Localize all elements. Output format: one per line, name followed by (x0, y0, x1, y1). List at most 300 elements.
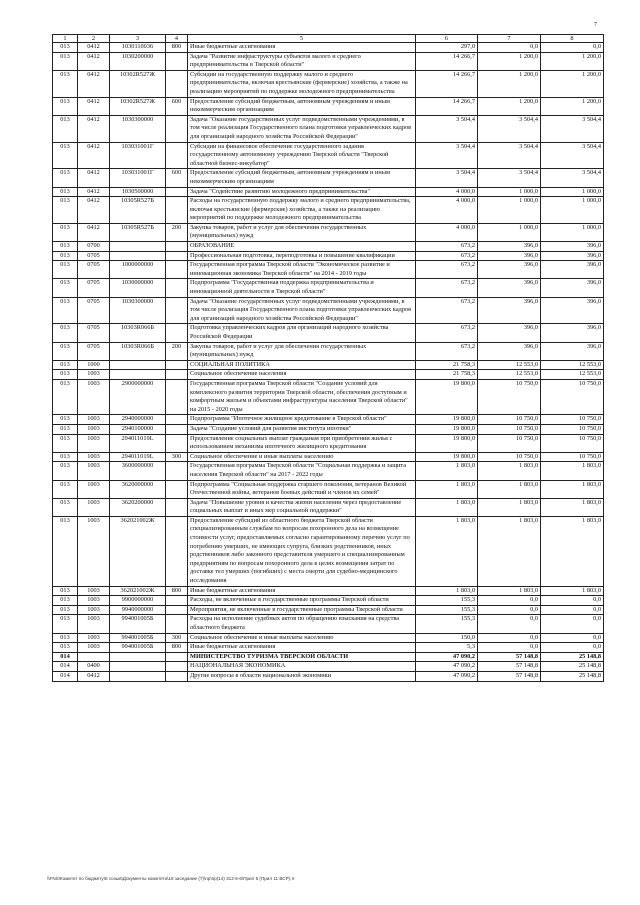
cell-name: Подготовка управленческих кадров для организаций народного хозяйства Российской Федерации (188, 324, 416, 342)
cell-amount-2: 1 000,0 (478, 197, 541, 224)
cell-expense-type (166, 462, 188, 480)
cell-name: Расходы на государственную поддержку малого и среднего предпринимательства, включая крестьянские (фермерские) хозяйства, а также на реализацию мероприятий по поддержке молодежного предпринимательства (188, 197, 416, 224)
cell-amount-1: 19 800,0 (416, 415, 478, 425)
cell-section-code: 0412 (78, 187, 110, 197)
cell-admin-code: 013 (53, 434, 78, 452)
cell-expense-type (166, 498, 188, 516)
cell-admin-code: 013 (53, 242, 78, 252)
cell-admin-code: 013 (53, 251, 78, 261)
cell-target-code (110, 662, 166, 672)
cell-admin-code: 013 (53, 498, 78, 516)
cell-expense-type (166, 251, 188, 261)
cell-expense-type (166, 187, 188, 197)
cell-name: Подпрограмма "Государственная поддержка предпринимательства и инновационной деятельности в Тверской области" (188, 279, 416, 297)
cell-admin-code: 013 (53, 360, 78, 370)
cell-section-code: 0705 (78, 324, 110, 342)
cell-target-code: 1030200000 (110, 52, 166, 70)
cell-name: Социальное обеспечение и иные выплаты населению (188, 633, 416, 643)
cell-expense-type: 200 (166, 342, 188, 360)
cell-amount-1: 1 803,0 (416, 498, 478, 516)
cell-section-code: 0400 (78, 662, 110, 672)
table-row (53, 452, 604, 462)
cell-admin-code: 013 (53, 415, 78, 425)
cell-expense-type (166, 360, 188, 370)
cell-admin-code: 013 (53, 223, 78, 241)
cell-amount-1: 673,2 (416, 297, 478, 324)
cell-amount-3: 12 553,0 (541, 370, 604, 380)
cell-section-code: 1003 (78, 596, 110, 606)
cell-amount-3: 10 750,0 (541, 379, 604, 414)
cell-admin-code: 013 (53, 279, 78, 297)
cell-amount-2: 10 750,0 (478, 415, 541, 425)
cell-section-code: 1003 (78, 452, 110, 462)
cell-amount-3: 10 750,0 (541, 424, 604, 434)
cell-amount-2: 10 750,0 (478, 424, 541, 434)
cell-target-code: 1030300000 (110, 115, 166, 142)
cell-amount-3: 396,0 (541, 242, 604, 252)
cell-expense-type: 600 (166, 97, 188, 115)
column-header: 3 (110, 35, 166, 43)
cell-amount-3: 0,0 (541, 596, 604, 606)
cell-amount-3: 396,0 (541, 279, 604, 297)
table-row (53, 516, 604, 586)
cell-amount-1: 19 800,0 (416, 379, 478, 414)
cell-section-code: 0700 (78, 242, 110, 252)
cell-amount-1: 4 000,0 (416, 223, 478, 241)
cell-expense-type (166, 324, 188, 342)
cell-admin-code: 013 (53, 342, 78, 360)
table-row (53, 652, 604, 662)
cell-admin-code: 013 (53, 586, 78, 596)
table-row (53, 480, 604, 498)
cell-section-code: 1003 (78, 370, 110, 380)
cell-amount-1: 673,2 (416, 279, 478, 297)
table-row (53, 169, 604, 187)
cell-target-code: 10303R066Б (110, 342, 166, 360)
cell-name: Иные бюджетные ассигнования (188, 643, 416, 653)
cell-amount-3: 3 504,4 (541, 115, 604, 142)
cell-amount-3: 0,0 (541, 605, 604, 615)
cell-section-code: 0412 (78, 52, 110, 70)
cell-amount-2: 1 803,0 (478, 480, 541, 498)
table-row (53, 197, 604, 224)
table-row (53, 142, 604, 169)
cell-expense-type (166, 379, 188, 414)
cell-target-code (110, 360, 166, 370)
cell-target-code: 294011019L (110, 452, 166, 462)
cell-amount-1: 19 800,0 (416, 424, 478, 434)
cell-section-code: 0705 (78, 279, 110, 297)
cell-amount-3: 25 148,8 (541, 671, 604, 681)
cell-name: Предоставление субсидий из областного бюджета Тверской области специализированным службам по вопросам похоронного дела на возмещение стоимости услуг, предоставляемых согласно гарантированному перечню услуг по погребению умерших, не имеющих супруга, близких родственников, иных родственников либо законного представителя умершего и специализированным предприятиям по вопросам похоронного дела в целях возмещения затрат по доставке тел умерших (погибших) с места смерти для судебно-медицинского исследования (188, 516, 416, 586)
cell-amount-1: 4 000,0 (416, 187, 478, 197)
cell-target-code (110, 652, 166, 662)
cell-expense-type (166, 70, 188, 97)
cell-target-code (110, 370, 166, 380)
cell-target-code: 362021002Ж (110, 516, 166, 586)
cell-name: Иные бюджетные ассигнования (188, 43, 416, 53)
cell-name: Задача "Повышение уровня и качества жизни населения через предоставление социальных выплат и иных мер социальной поддержки" (188, 498, 416, 516)
cell-expense-type (166, 297, 188, 324)
cell-section-code: 1003 (78, 424, 110, 434)
cell-admin-code: 013 (53, 297, 78, 324)
cell-name: Социальное обеспечение населения (188, 370, 416, 380)
cell-section-code: 1003 (78, 633, 110, 643)
cell-target-code: 1030110036 (110, 43, 166, 53)
table-row (53, 415, 604, 425)
table-row (53, 671, 604, 681)
cell-target-code (110, 242, 166, 252)
cell-amount-2: 0,0 (478, 43, 541, 53)
cell-admin-code: 013 (53, 324, 78, 342)
cell-admin-code: 013 (53, 605, 78, 615)
column-header: 5 (188, 35, 416, 43)
cell-amount-3: 1 000,0 (541, 197, 604, 224)
cell-amount-3: 1 200,0 (541, 52, 604, 70)
table-row (53, 605, 604, 615)
cell-expense-type: 800 (166, 586, 188, 596)
cell-amount-2: 396,0 (478, 261, 541, 279)
cell-expense-type: 800 (166, 643, 188, 653)
cell-amount-2: 3 504,4 (478, 169, 541, 187)
cell-target-code: 994001005Б (110, 633, 166, 643)
cell-name: Другие вопросы в области национальной экономики (188, 671, 416, 681)
column-header: 8 (541, 35, 604, 43)
cell-amount-1: 3 504,4 (416, 115, 478, 142)
cell-amount-2: 1 000,0 (478, 187, 541, 197)
cell-name: Подпрограмма "Социальная поддержка старшего поколения, ветеранов Великой Отечественной войны, ветеранов боевых действий и членов их семей" (188, 480, 416, 498)
cell-amount-3: 396,0 (541, 342, 604, 360)
cell-amount-2: 3 504,4 (478, 115, 541, 142)
cell-expense-type (166, 596, 188, 606)
cell-target-code: 10305R527Б (110, 223, 166, 241)
table-row (53, 434, 604, 452)
cell-target-code: 2940100000 (110, 424, 166, 434)
cell-expense-type (166, 52, 188, 70)
cell-section-code: 1003 (78, 379, 110, 414)
cell-expense-type (166, 605, 188, 615)
cell-target-code: 994001005Б (110, 615, 166, 633)
cell-section-code: 0412 (78, 223, 110, 241)
cell-amount-3: 0,0 (541, 615, 604, 633)
cell-target-code: 3620200000 (110, 498, 166, 516)
cell-section-code: 0705 (78, 251, 110, 261)
cell-amount-1: 1 803,0 (416, 480, 478, 498)
cell-amount-2: 12 553,0 (478, 370, 541, 380)
cell-amount-2: 1 803,0 (478, 462, 541, 480)
cell-amount-1: 297,0 (416, 43, 478, 53)
cell-name: Предоставление субсидий бюджетным, автономным учреждениям и иным некоммерческим организациям (188, 169, 416, 187)
cell-amount-1: 4 000,0 (416, 197, 478, 224)
cell-admin-code: 013 (53, 261, 78, 279)
cell-section-code: 1003 (78, 643, 110, 653)
cell-expense-type (166, 261, 188, 279)
cell-amount-2: 1 803,0 (478, 586, 541, 596)
cell-amount-1: 47 090,2 (416, 662, 478, 672)
cell-amount-2: 1 000,0 (478, 223, 541, 241)
table-row (53, 97, 604, 115)
cell-amount-1: 1 803,0 (416, 462, 478, 480)
cell-target-code: 1030000000 (110, 279, 166, 297)
cell-name: Задача "Оказание государственных услуг подведомственными учреждениями, в том числе реализация Государственного плана подготовки управленческих кадров для организаций народного хозяйства Российской Федерации" (188, 115, 416, 142)
cell-target-code: 3600000000 (110, 462, 166, 480)
cell-amount-3: 1 803,0 (541, 516, 604, 586)
cell-target-code: 10302R527Ж (110, 97, 166, 115)
table-row (53, 297, 604, 324)
cell-amount-3: 0,0 (541, 43, 604, 53)
cell-amount-2: 1 200,0 (478, 70, 541, 97)
table-row (53, 279, 604, 297)
cell-target-code: 2900000000 (110, 379, 166, 414)
cell-amount-1: 14 266,7 (416, 70, 478, 97)
cell-expense-type (166, 142, 188, 169)
cell-amount-3: 1 200,0 (541, 70, 604, 97)
cell-amount-3: 25 148,8 (541, 662, 604, 672)
cell-name: Предоставление социальных выплат гражданам при приобретении жилья с использованием механизма ипотечного жилищного кредитования (188, 434, 416, 452)
page-number: 7 (594, 22, 597, 28)
cell-amount-2: 10 750,0 (478, 379, 541, 414)
cell-admin-code: 013 (53, 70, 78, 97)
cell-target-code: 1030500000 (110, 187, 166, 197)
cell-amount-3: 1 803,0 (541, 462, 604, 480)
table-row (53, 242, 604, 252)
cell-amount-2: 3 504,4 (478, 142, 541, 169)
cell-admin-code: 013 (53, 379, 78, 414)
cell-expense-type (166, 516, 188, 586)
cell-expense-type (166, 370, 188, 380)
cell-target-code: 994001005Б (110, 643, 166, 653)
cell-amount-2: 1 200,0 (478, 97, 541, 115)
table-row (53, 43, 604, 53)
cell-amount-2: 10 750,0 (478, 452, 541, 462)
table-row (53, 498, 604, 516)
cell-name: Расходы на исполнение судебных актов по обращению взыскания на средства областного бюджета (188, 615, 416, 633)
cell-target-code: 103031001Г (110, 142, 166, 169)
cell-admin-code: 013 (53, 115, 78, 142)
cell-name: Подпрограмма "Ипотечное жилищное кредитование в Тверской области" (188, 415, 416, 425)
cell-amount-2: 396,0 (478, 342, 541, 360)
cell-target-code: 9900000000 (110, 596, 166, 606)
cell-amount-1: 21 758,3 (416, 360, 478, 370)
cell-name: Субсидии на государственную поддержку малого и среднего предпринимательства, включая крестьянские (фермерские) хозяйства, а также на реализацию мероприятий по поддержке молодежного предпринимательства (188, 70, 416, 97)
table-row (53, 633, 604, 643)
cell-expense-type (166, 424, 188, 434)
cell-name: Государственная программа Тверской области "Экономическое развитие и инновационная экономика Тверской области" на 2014 - 2019 годы (188, 261, 416, 279)
cell-section-code: 0705 (78, 342, 110, 360)
cell-amount-2: 57 148,8 (478, 662, 541, 672)
cell-admin-code: 013 (53, 462, 78, 480)
cell-amount-1: 155,3 (416, 596, 478, 606)
cell-section-code: 0412 (78, 142, 110, 169)
table-row (53, 70, 604, 97)
cell-section-code: 0705 (78, 261, 110, 279)
table-row (53, 324, 604, 342)
cell-target-code: 9940000000 (110, 605, 166, 615)
budget-table (52, 34, 604, 682)
cell-target-code: 10305R527Б (110, 197, 166, 224)
table-header-row (53, 35, 604, 43)
cell-admin-code: 013 (53, 424, 78, 434)
cell-amount-2: 1 803,0 (478, 516, 541, 586)
cell-target-code: 1030300000 (110, 297, 166, 324)
cell-amount-1: 1 803,0 (416, 516, 478, 586)
cell-name: Закупка товаров, работ и услуг для обеспечения государственных (муниципальных) нужд (188, 342, 416, 360)
cell-amount-2: 396,0 (478, 251, 541, 261)
cell-amount-3: 1 803,0 (541, 586, 604, 596)
cell-admin-code: 013 (53, 615, 78, 633)
cell-amount-3: 396,0 (541, 297, 604, 324)
cell-amount-2: 396,0 (478, 324, 541, 342)
cell-section-code: 0412 (78, 70, 110, 97)
cell-expense-type (166, 662, 188, 672)
cell-expense-type (166, 480, 188, 498)
cell-name: Задача "Развитие инфраструктуры субъектов малого и среднего предпринимательства в Тверской области" (188, 52, 416, 70)
cell-expense-type (166, 671, 188, 681)
cell-section-code: 0705 (78, 297, 110, 324)
cell-expense-type: 300 (166, 633, 188, 643)
cell-name: МИНИСТЕРСТВО ТУРИЗМА ТВЕРСКОЙ ОБЛАСТИ (188, 652, 416, 662)
cell-name: Предоставление субсидий бюджетным, автономным учреждениям и иным некоммерческим организациям (188, 97, 416, 115)
cell-amount-2: 396,0 (478, 279, 541, 297)
cell-target-code: 294011019L (110, 434, 166, 452)
cell-amount-1: 673,2 (416, 261, 478, 279)
file-path-footer: \\FNS\Комитет по бюджету\8 созыв\Документы комитета\16 заседание (7)\пр\пр(14) 312-5-6\Прил 5 (Прил 11 ВСР).Х (47, 876, 295, 881)
cell-section-code: 1000 (78, 360, 110, 370)
cell-admin-code: 013 (53, 97, 78, 115)
cell-target-code: 10303R066Б (110, 324, 166, 342)
cell-amount-2: 10 750,0 (478, 434, 541, 452)
cell-name: ОБРАЗОВАНИЕ (188, 242, 416, 252)
cell-admin-code: 013 (53, 643, 78, 653)
cell-amount-1: 155,3 (416, 605, 478, 615)
cell-expense-type: 300 (166, 452, 188, 462)
cell-expense-type (166, 197, 188, 224)
cell-admin-code: 013 (53, 370, 78, 380)
cell-target-code: 3620000000 (110, 480, 166, 498)
cell-expense-type: 800 (166, 43, 188, 53)
cell-amount-3: 1 803,0 (541, 480, 604, 498)
cell-amount-2: 57 148,8 (478, 652, 541, 662)
cell-amount-2: 0,0 (478, 633, 541, 643)
cell-amount-3: 0,0 (541, 643, 604, 653)
cell-admin-code: 013 (53, 197, 78, 224)
table-row (53, 115, 604, 142)
table-row (53, 462, 604, 480)
cell-section-code: 1003 (78, 605, 110, 615)
cell-amount-2: 396,0 (478, 297, 541, 324)
cell-target-code (110, 671, 166, 681)
table-row (53, 342, 604, 360)
cell-amount-1: 19 800,0 (416, 434, 478, 452)
cell-expense-type (166, 279, 188, 297)
cell-amount-3: 1 000,0 (541, 187, 604, 197)
cell-name: Закупка товаров, работ и услуг для обеспечения государственных (муниципальных) нужд (188, 223, 416, 241)
cell-section-code: 1003 (78, 516, 110, 586)
cell-amount-2: 0,0 (478, 605, 541, 615)
cell-amount-2: 1 200,0 (478, 52, 541, 70)
cell-amount-3: 3 504,4 (541, 169, 604, 187)
cell-admin-code: 013 (53, 596, 78, 606)
column-header: 2 (78, 35, 110, 43)
table-row (53, 643, 604, 653)
cell-name: Государственная программа Тверской области "Создание условий для комплексного развития территории Тверской области, обеспечения доступным и комфортным жильем и объектами инфраструктуры населения Тверской области" на 2015 - 2020 годы (188, 379, 416, 414)
cell-amount-3: 0,0 (541, 633, 604, 643)
cell-amount-1: 21 758,3 (416, 370, 478, 380)
cell-target-code: 362021002Ж (110, 586, 166, 596)
table-row (53, 251, 604, 261)
cell-amount-2: 0,0 (478, 615, 541, 633)
cell-target-code: 103031001Г (110, 169, 166, 187)
cell-name: Профессиональная подготовка, переподготовка и повышение квалификации (188, 251, 416, 261)
cell-admin-code: 014 (53, 662, 78, 672)
cell-amount-1: 155,3 (416, 615, 478, 633)
cell-amount-3: 3 504,4 (541, 142, 604, 169)
column-header: 4 (166, 35, 188, 43)
table-row (53, 586, 604, 596)
table-row (53, 596, 604, 606)
cell-amount-2: 396,0 (478, 242, 541, 252)
cell-expense-type (166, 652, 188, 662)
cell-target-code (110, 251, 166, 261)
table-row (53, 52, 604, 70)
cell-admin-code: 014 (53, 652, 78, 662)
cell-admin-code: 013 (53, 142, 78, 169)
cell-section-code: 1003 (78, 434, 110, 452)
cell-amount-1: 5,3 (416, 643, 478, 653)
cell-amount-1: 47 090,2 (416, 671, 478, 681)
cell-admin-code: 013 (53, 43, 78, 53)
cell-amount-3: 10 750,0 (541, 415, 604, 425)
table-row (53, 370, 604, 380)
cell-admin-code: 013 (53, 480, 78, 498)
cell-section-code: 0412 (78, 43, 110, 53)
cell-expense-type (166, 434, 188, 452)
cell-section-code: 0412 (78, 197, 110, 224)
cell-section-code: 1003 (78, 615, 110, 633)
cell-amount-3: 396,0 (541, 324, 604, 342)
cell-admin-code: 013 (53, 52, 78, 70)
cell-amount-3: 396,0 (541, 251, 604, 261)
cell-amount-1: 47 090,2 (416, 652, 478, 662)
cell-amount-2: 0,0 (478, 643, 541, 653)
cell-target-code: 2940000000 (110, 415, 166, 425)
cell-amount-3: 396,0 (541, 261, 604, 279)
cell-amount-1: 19 800,0 (416, 452, 478, 462)
cell-amount-2: 0,0 (478, 596, 541, 606)
cell-amount-3: 1 200,0 (541, 97, 604, 115)
cell-admin-code: 014 (53, 671, 78, 681)
table-row (53, 187, 604, 197)
cell-amount-1: 3 504,4 (416, 142, 478, 169)
cell-amount-1: 14 266,7 (416, 52, 478, 70)
cell-name: Государственная программа Тверской области "Социальная поддержка и защита населения Тверской области" на 2017 - 2022 годы (188, 462, 416, 480)
cell-expense-type: 200 (166, 223, 188, 241)
column-header: 1 (53, 35, 78, 43)
cell-amount-1: 673,2 (416, 242, 478, 252)
cell-amount-3: 25 148,8 (541, 652, 604, 662)
cell-name: Иные бюджетные ассигнования (188, 586, 416, 596)
cell-amount-3: 10 750,0 (541, 452, 604, 462)
cell-name: Расходы, не включенные в государственные программы Тверской области (188, 596, 416, 606)
cell-admin-code: 013 (53, 187, 78, 197)
table-row (53, 424, 604, 434)
cell-name: Мероприятия, не включенные в государственные программы Тверской области (188, 605, 416, 615)
cell-expense-type (166, 615, 188, 633)
table-row (53, 615, 604, 633)
cell-target-code: 1000000000 (110, 261, 166, 279)
cell-expense-type (166, 415, 188, 425)
cell-amount-3: 12 553,0 (541, 360, 604, 370)
